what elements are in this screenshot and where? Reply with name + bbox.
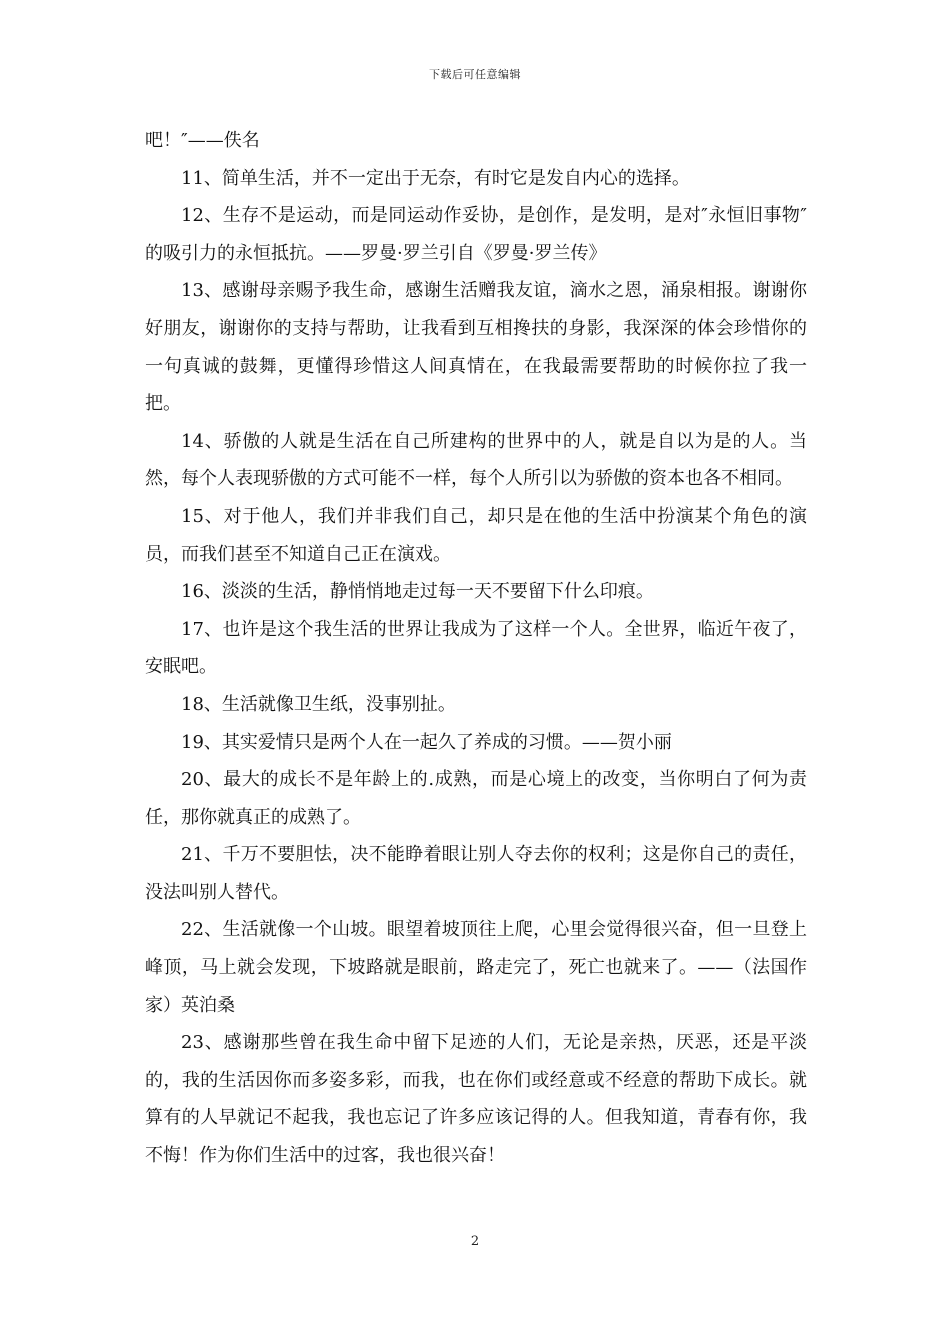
paragraph-22: 22、生活就像一个山坡。眼望着坡顶往上爬，心里会觉得很兴奋，但一旦登上峰顶，马上就会发现，下坡路就是眼前，路走完了，死亡也就来了。——（法国作家）英泊桑 (145, 919, 807, 1016)
page-number: 2 (470, 1234, 480, 1249)
paragraph-20: 20、最大的成长不是年龄上的.成熟，而是心境上的改变，当你明白了何为责任，那你就真正的成熟了。 (145, 769, 807, 828)
paragraph-13: 13、感谢母亲赐予我生命，感谢生活赠我友谊，滴水之恩，涌泉相报。谢谢你好朋友，谢谢你的支持与帮助，让我看到互相搀扶的身影，我深深的体会珍惜你的一句真诚的鼓舞，更懂得珍惜这人间真情在，在我最需要帮助的时候你拉了我一把。 (145, 280, 807, 415)
paragraph-17: 17、也许是这个我生活的世界让我成为了这样一个人。全世界，临近午夜了，安眠吧。 (145, 618, 807, 678)
paragraph-23: 23、感谢那些曾在我生命中留下足迹的人们，无论是亲热，厌恶，还是平淡的，我的生活因你而多姿多彩，而我，也在你们或经意或不经意的帮助下成长。就算有的人早就记不起我，我也忘记了许多应该记得的人。但我知道，青春有你，我不悔！作为你们生活中的过客，我也很兴奋！ (145, 1032, 807, 1167)
paragraph-12: 12、生存不是运动，而是同运动作妥协，是创作，是发明，是对″永恒旧事物″的吸引力的永恒抵抗。——罗曼·罗兰引自《罗曼·罗兰传》 (145, 205, 807, 264)
document-body (145, 122, 807, 1175)
paragraph-16: 16、淡淡的生活，静悄悄地走过每一天不要留下什么印痕。 (181, 581, 654, 603)
paragraph-21: 21、千万不要胆怯，决不能睁着眼让别人夺去你的权利；这是你自己的责任，没法叫别人替代。 (145, 844, 807, 903)
page-header: 下载后可任意编辑 (429, 68, 521, 81)
paragraph-18: 18、生活就像卫生纸，没事别扯。 (181, 693, 456, 715)
paragraph-11: 11、简单生活，并不一定出于无奈，有时它是发自内心的选择。 (181, 167, 690, 189)
paragraph-14: 14、骄傲的人就是生活在自己所建构的世界中的人，就是自以为是的人。当然，每个人表现骄傲的方式可能不一样，每个人所引以为骄傲的资本也各不相同。 (145, 430, 807, 490)
paragraph-continuation: 吧！″——佚名 (145, 130, 260, 151)
paragraph-19: 19、其实爱情只是两个人在一起久了养成的习惯。——贺小丽 (181, 731, 672, 753)
paragraph-15: 15、对于他人，我们并非我们自己，却只是在他的生活中扮演某个角色的演员，而我们甚至不知道自己正在演戏。 (145, 505, 807, 565)
